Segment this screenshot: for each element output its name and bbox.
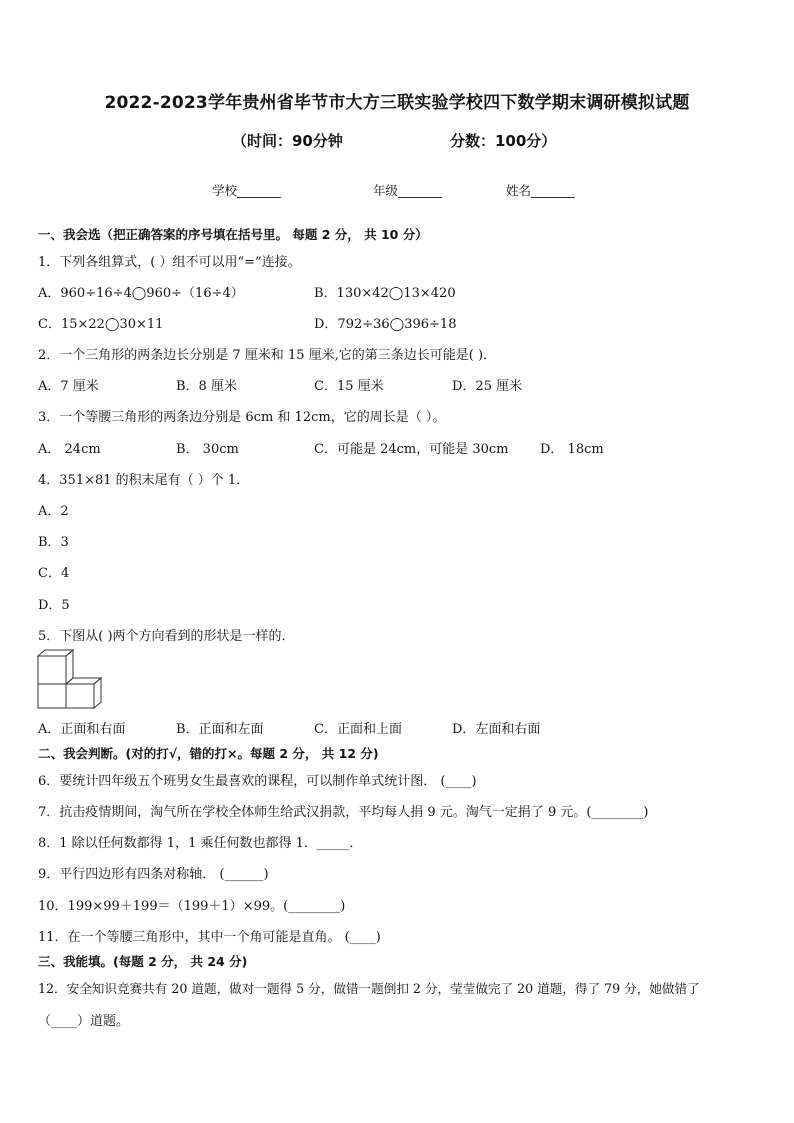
question-3-option-d: D． 18cm xyxy=(540,442,604,457)
section-heading: 一、我会选（把正确答案的序号填在括号里。 每题 2 分， 共 10 分） xyxy=(38,227,428,242)
question-5-option-c: C．正面和上面 xyxy=(314,722,402,737)
grade-field: 年级_______ xyxy=(373,183,442,198)
section-heading: 二、我会判断。(对的打√，错的打×。每题 2 分， 共 12 分) xyxy=(38,746,379,761)
question-7: 7．抗击疫情期间，淘气所在学校全体师生给武汉捐款，平均每人捐 9 元。淘气一定捐了 9 元。(________) xyxy=(38,805,649,820)
question-5: 5．下图从( )两个方向看到的形状是一样的． xyxy=(38,629,295,644)
name-field: 姓名_______ xyxy=(506,183,575,198)
question-4-option-b: B．3 xyxy=(38,535,69,550)
cube-side-face xyxy=(94,678,101,708)
cube-stack-figure xyxy=(36,648,110,710)
question-2-option-d: D．25 厘米 xyxy=(452,379,523,394)
question-3-option-c: C．可能是 24cm，可能是 30cm xyxy=(314,442,509,457)
question-8: 8．1 除以任何数都得 1，1 乘任何数也都得 1．_____． xyxy=(38,836,363,851)
question-12: 12．安全知识竞赛共有 20 道题，做对一题得 5 分，做错一题倒扣 2 分，莹莹做完了 20 道题，得了 79 分，她做错了 xyxy=(38,981,700,996)
question-3-option-b: B． 30cm xyxy=(176,442,239,457)
exam-time: （时间：90分钟 xyxy=(232,132,343,150)
question-1-option-a: A．960÷16÷4◯960÷（16÷4） xyxy=(38,286,244,301)
question-1: 1．下列各组算式，( ）组不可以用“=”连接。 xyxy=(38,255,301,270)
question-1-option-c: C．15×22◯30×11 xyxy=(38,317,164,332)
question-2: 2．一个三角形的两条边长分别是 7 厘米和 15 厘米,它的第三条边长可能是( )． xyxy=(38,348,497,363)
question-3-option-a: A． 24cm xyxy=(38,442,101,457)
cube-front-face xyxy=(66,684,94,708)
school-field: 学校_______ xyxy=(212,183,281,198)
question-5-option-d: D．左面和右面 xyxy=(452,722,541,737)
question-4-option-a: A．2 xyxy=(38,504,69,519)
question-1-option-d: D．792÷36◯396÷18 xyxy=(314,317,457,332)
question-2-option-b: B．8 厘米 xyxy=(176,379,237,394)
question-11: 11．在一个等腰三角形中，其中一个角可能是直角。 (____) xyxy=(38,930,381,945)
question-1-option-b: B．130×42◯13×420 xyxy=(314,286,456,301)
question-4: 4．351×81 的积末尾有（ ）个 1． xyxy=(38,473,250,488)
question-10: 10．199×99＋199＝（199＋1）×99。(________) xyxy=(38,899,346,914)
question-5-option-a: A．正面和右面 xyxy=(38,722,126,737)
question-9: 9．平行四边形有四条对称轴． (______) xyxy=(38,867,269,882)
cube-front-face xyxy=(38,656,66,684)
section-heading: 三、我能填。(每题 2 分， 共 24 分) xyxy=(38,954,248,969)
question-6: 6．要统计四年级五个班男女生最喜欢的课程，可以制作单式统计图． (____) xyxy=(38,774,477,789)
question-4-option-d: D．5 xyxy=(38,598,70,613)
question-2-option-a: A．7 厘米 xyxy=(38,379,99,394)
question-4-option-c: C．4 xyxy=(38,566,70,581)
exam-score: 分数：100分） xyxy=(450,132,557,150)
question-5-option-b: B．正面和左面 xyxy=(176,722,264,737)
exam-title: 2022-2023学年贵州省毕节市大方三联实验学校四下数学期末调研模拟试题 xyxy=(104,93,690,113)
question-2-option-c: C．15 厘米 xyxy=(314,379,384,394)
question-12-continued: （____）道题。 xyxy=(38,1014,130,1029)
cube-front-face xyxy=(38,684,66,708)
question-3: 3．一个等腰三角形的两条边分别是 6cm 和 12cm，它的周长是（ ）。 xyxy=(38,410,446,425)
